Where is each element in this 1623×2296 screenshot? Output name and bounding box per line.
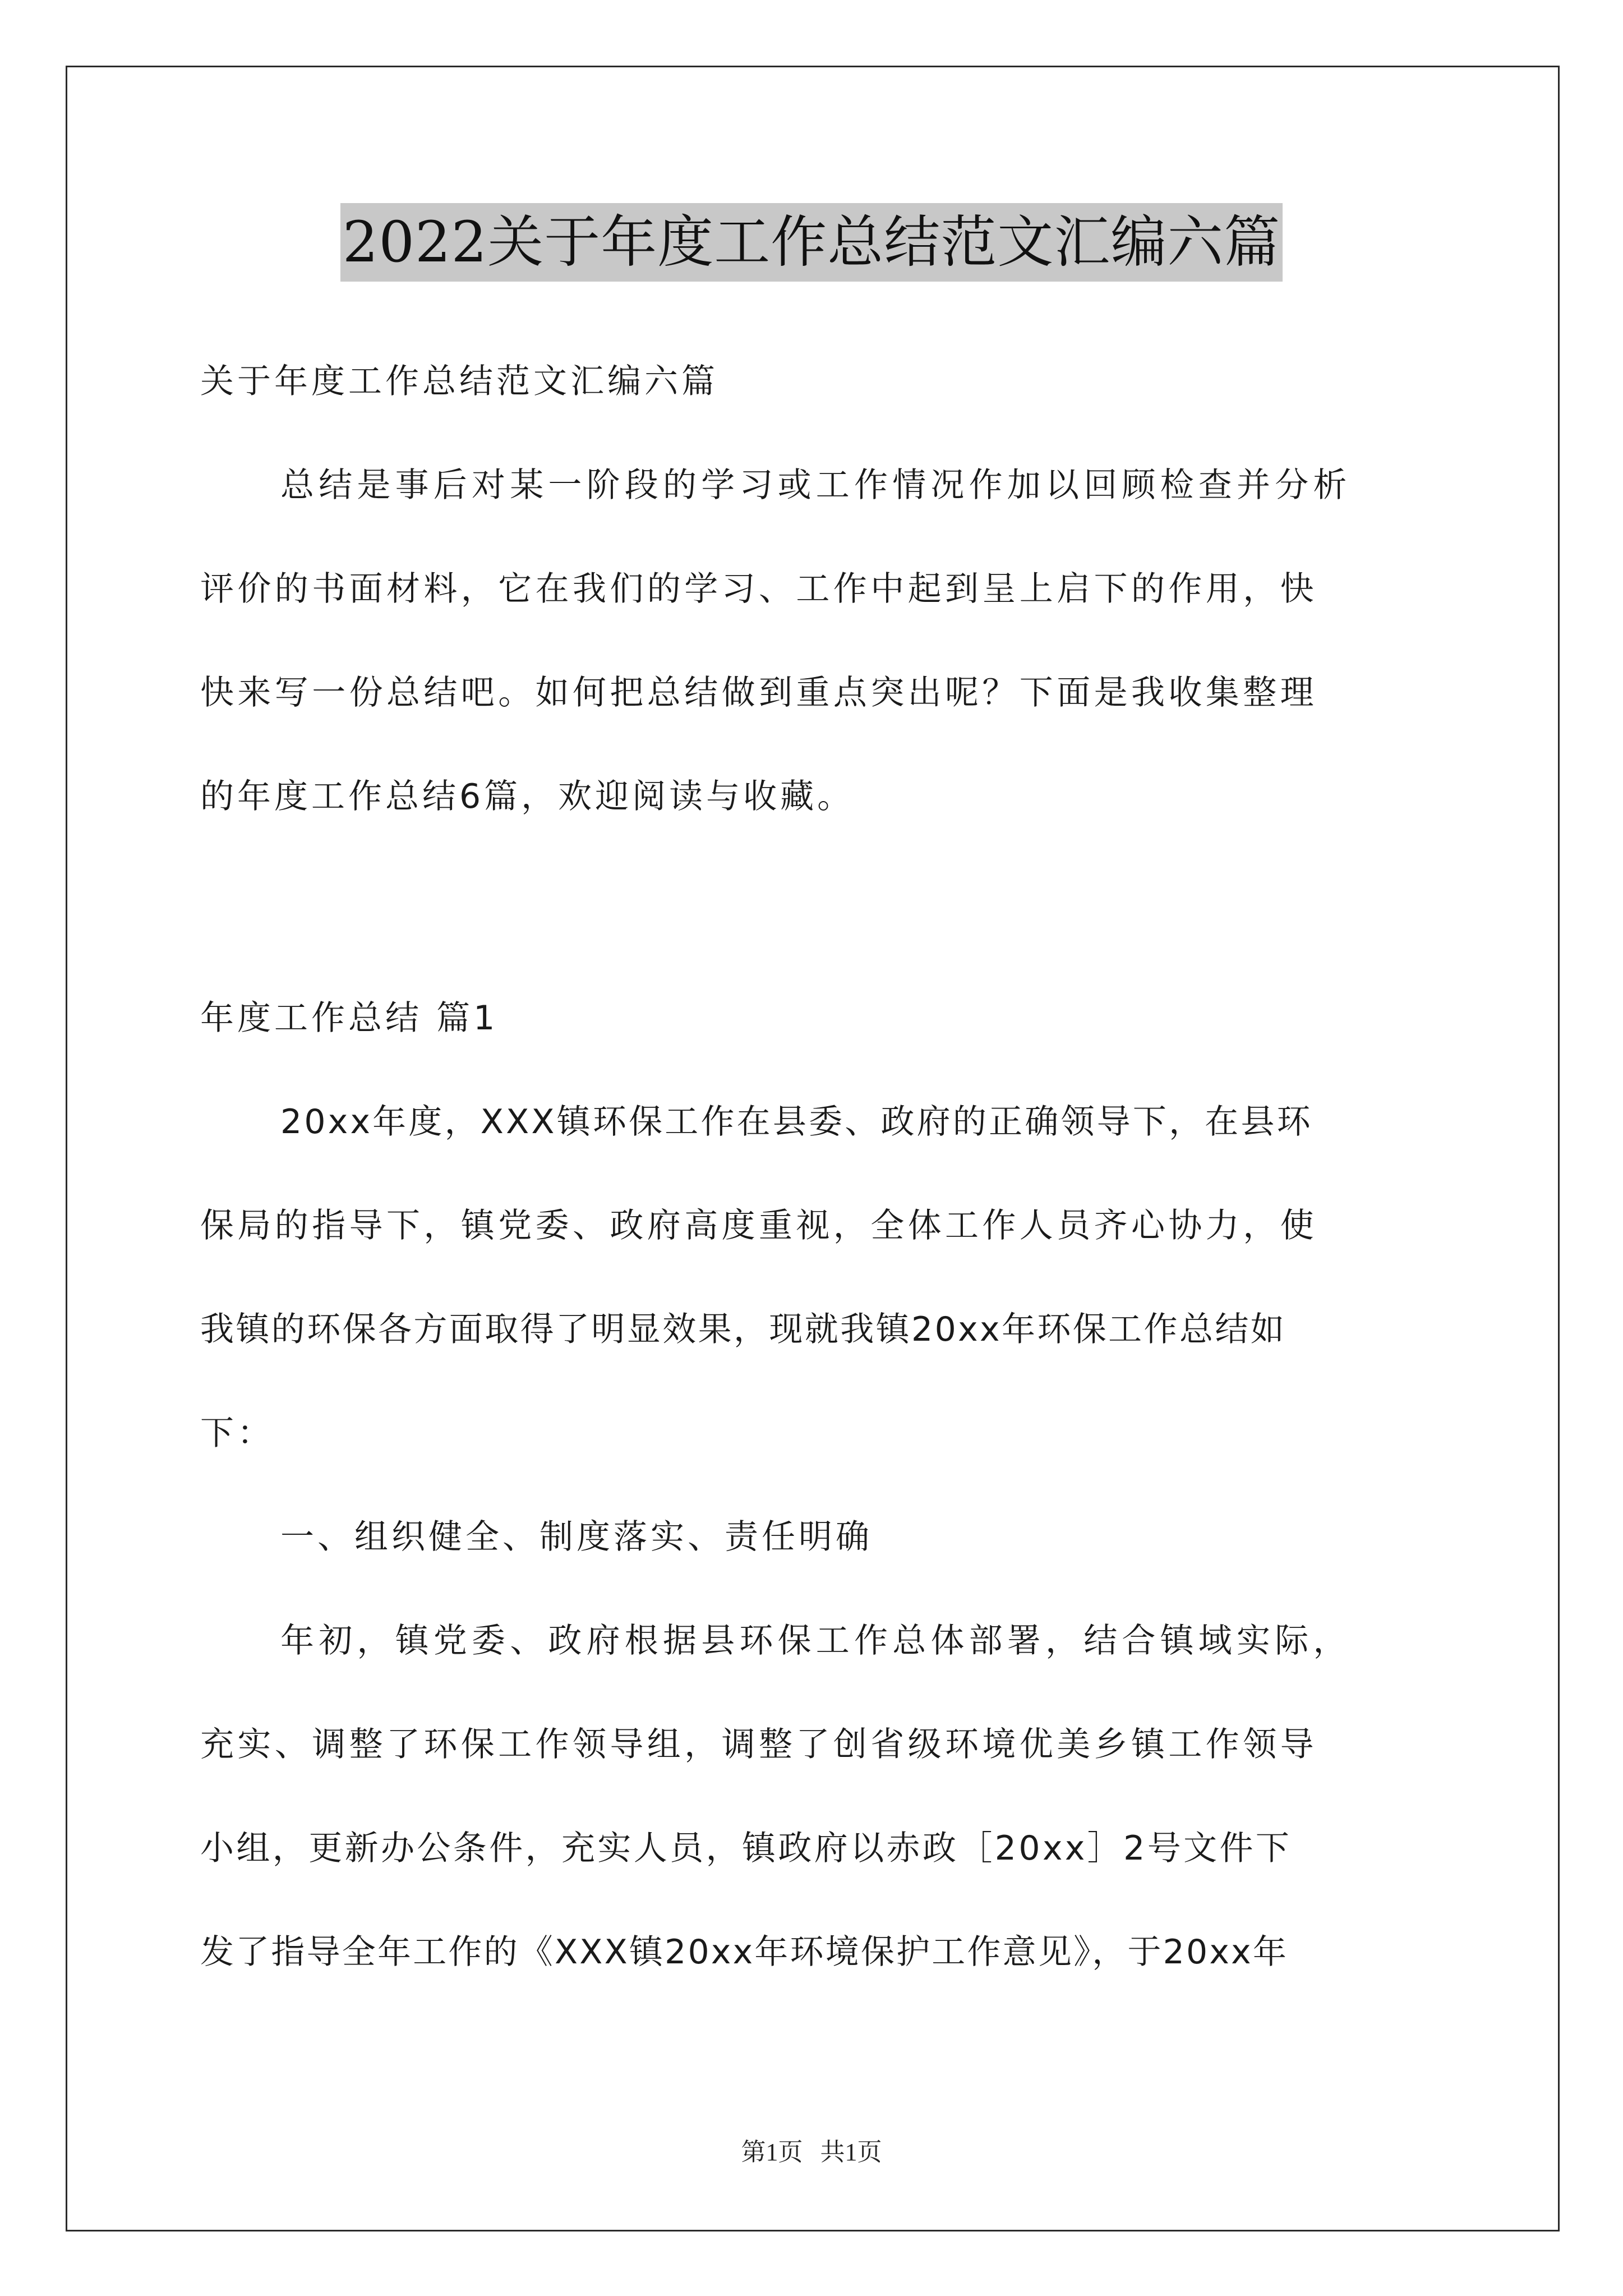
paragraph-line: 评价的书面材料，它在我们的学习、工作中起到呈上启下的作用，快 <box>200 569 1317 609</box>
page-total: 共1页 <box>820 2138 882 2166</box>
page-footer <box>0 2132 1623 2168</box>
paragraph-line: 总结是事后对某一阶段的学习或工作情况作加以回顾检查并分析 <box>280 466 1352 505</box>
paragraph-line: 小组，更新办公条件，充实人员，镇政府以赤政［20xx］2号文件下 <box>200 1829 1292 1868</box>
section-heading: 年度工作总结 篇1 <box>200 999 499 1038</box>
document-title: 2022关于年度工作总结范文汇编六篇 <box>340 203 1283 282</box>
paragraph-line: 年初，镇党委、政府根据县环保工作总体部署，结合镇域实际， <box>280 1621 1352 1660</box>
paragraph-line: 20xx年度，XXX镇环保工作在县委、政府的正确领导下，在县环 <box>280 1102 1313 1142</box>
paragraph-line: 我镇的环保各方面取得了明显效果，现就我镇20xx年环保工作总结如 <box>200 1310 1287 1349</box>
paragraph-line: 保局的指导下，镇党委、政府高度重视，全体工作人员齐心协力，使 <box>200 1206 1317 1245</box>
document-subtitle: 关于年度工作总结范文汇编六篇 <box>200 362 718 401</box>
paragraph-line: 充实、调整了环保工作领导组，调整了创省级环境优美乡镇工作领导 <box>200 1725 1317 1764</box>
subsection-heading: 一、组织健全、制度落实、责任明确 <box>280 1517 873 1557</box>
paragraph-line: 下： <box>200 1414 274 1453</box>
paragraph-line: 的年度工作总结6篇，欢迎阅读与收藏。 <box>200 777 855 816</box>
title-container <box>0 203 1623 282</box>
paragraph-line: 快来写一份总结吧。如何把总结做到重点突出呢？下面是我收集整理 <box>200 673 1317 712</box>
page-number: 第1页 <box>741 2138 803 2166</box>
paragraph-line: 发了指导全年工作的《XXX镇20xx年环境保护工作意见》，于20xx年 <box>200 1932 1289 1972</box>
